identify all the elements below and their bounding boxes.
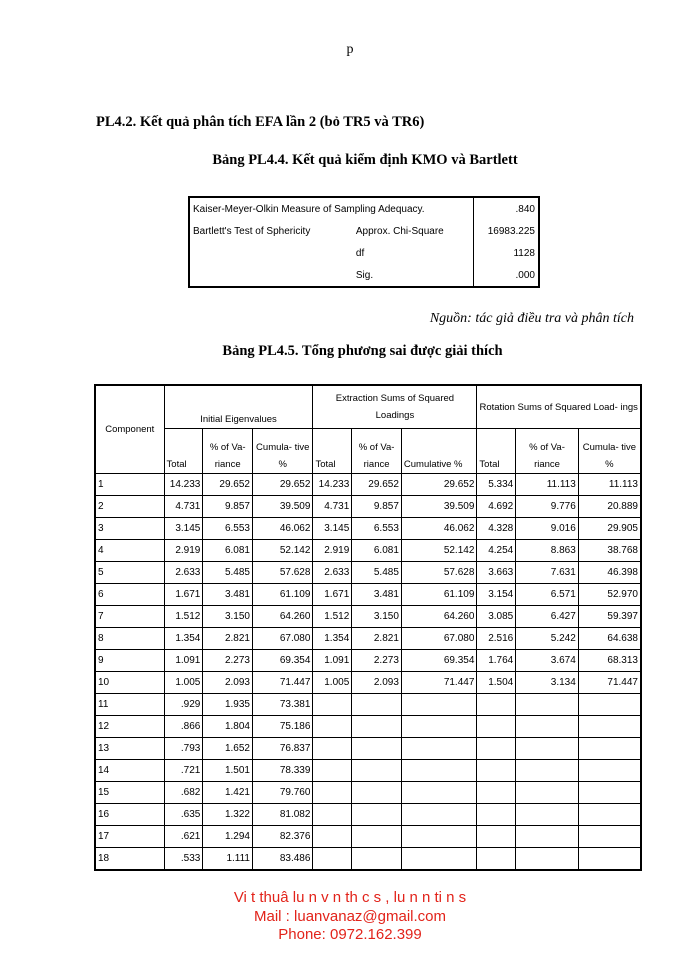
- table-row: [95, 540, 641, 562]
- value-cell: 78.339: [253, 760, 313, 782]
- header-rotation-sums: Rotation Sums of Squared Load- ings: [477, 385, 641, 429]
- value-cell: [477, 782, 516, 804]
- value-cell: [516, 848, 579, 871]
- page-marker: p: [346, 42, 354, 57]
- value-cell: [352, 804, 402, 826]
- value-cell: 59.397: [578, 606, 641, 628]
- header-extraction-sums: Extraction Sums of Squared Loadings: [313, 385, 477, 429]
- component-cell: 15: [95, 782, 164, 804]
- value-cell: 5.485: [203, 562, 253, 584]
- value-cell: [578, 848, 641, 871]
- value-cell: 69.354: [253, 650, 313, 672]
- value-cell: 3.674: [516, 650, 579, 672]
- table-row: [95, 606, 641, 628]
- value-cell: [401, 760, 477, 782]
- value-cell: 68.313: [578, 650, 641, 672]
- value-cell: 6.427: [516, 606, 579, 628]
- table-row: [95, 804, 641, 826]
- value-cell: 29.652: [401, 474, 477, 496]
- value-cell: 1.764: [477, 650, 516, 672]
- value-cell: 3.085: [477, 606, 516, 628]
- value-cell: 76.837: [253, 738, 313, 760]
- value-cell: 4.328: [477, 518, 516, 540]
- component-cell: 8: [95, 628, 164, 650]
- chi-square-value: 16983.225: [474, 220, 539, 242]
- value-cell: [352, 848, 402, 871]
- value-cell: 9.776: [516, 496, 579, 518]
- header-total: Total: [313, 429, 352, 474]
- value-cell: 82.376: [253, 826, 313, 848]
- value-cell: 1.935: [203, 694, 253, 716]
- header-initial-eigenvalues: Initial Eigenvalues: [164, 385, 313, 429]
- value-cell: [401, 694, 477, 716]
- value-cell: [401, 826, 477, 848]
- kmo-label: Kaiser-Meyer-Olkin Measure of Sampling Adequacy.: [193, 203, 425, 215]
- table-row: [95, 496, 641, 518]
- value-cell: 3.481: [352, 584, 402, 606]
- value-cell: 4.254: [477, 540, 516, 562]
- value-cell: 2.821: [352, 628, 402, 650]
- value-cell: 52.970: [578, 584, 641, 606]
- value-cell: 4.731: [313, 496, 352, 518]
- value-cell: 6.553: [203, 518, 253, 540]
- value-cell: 67.080: [401, 628, 477, 650]
- bartlett-label: Bartlett's Test of Sphericity: [193, 225, 311, 237]
- value-cell: 4.731: [164, 496, 203, 518]
- value-cell: 83.486: [253, 848, 313, 871]
- value-cell: [516, 694, 579, 716]
- value-cell: 29.652: [352, 474, 402, 496]
- value-cell: 1.091: [164, 650, 203, 672]
- value-cell: 2.919: [164, 540, 203, 562]
- df-value: 1128: [474, 242, 539, 264]
- component-cell: 14: [95, 760, 164, 782]
- value-cell: .635: [164, 804, 203, 826]
- value-cell: [313, 694, 352, 716]
- value-cell: 1.005: [313, 672, 352, 694]
- value-cell: 64.260: [401, 606, 477, 628]
- value-cell: 20.889: [578, 496, 641, 518]
- table-row: [95, 650, 641, 672]
- value-cell: 6.553: [352, 518, 402, 540]
- value-cell: 3.663: [477, 562, 516, 584]
- table-row: [95, 716, 641, 738]
- value-cell: 11.113: [578, 474, 641, 496]
- sig-label: Sig.: [355, 269, 374, 281]
- value-cell: [578, 694, 641, 716]
- header-pct-variance: % of Va- riance: [203, 429, 253, 474]
- component-cell: 7: [95, 606, 164, 628]
- value-cell: [477, 848, 516, 871]
- source-note: Nguồn: tác giả điều tra và phân tích: [429, 311, 634, 326]
- value-cell: [477, 804, 516, 826]
- kmo-value: .840: [474, 197, 539, 220]
- footer-phone: Phone: 0972.162.399: [278, 926, 422, 943]
- value-cell: .866: [164, 716, 203, 738]
- value-cell: [313, 804, 352, 826]
- value-cell: [313, 760, 352, 782]
- value-cell: 29.652: [253, 474, 313, 496]
- value-cell: 46.062: [401, 518, 477, 540]
- table-row: [95, 694, 641, 716]
- value-cell: 39.509: [253, 496, 313, 518]
- value-cell: .621: [164, 826, 203, 848]
- value-cell: 2.919: [313, 540, 352, 562]
- value-cell: 46.062: [253, 518, 313, 540]
- value-cell: [477, 716, 516, 738]
- footer-email: Mail : luanvanaz@gmail.com: [254, 908, 446, 925]
- value-cell: 3.150: [352, 606, 402, 628]
- value-cell: [401, 716, 477, 738]
- value-cell: [516, 760, 579, 782]
- value-cell: 2.093: [203, 672, 253, 694]
- value-cell: [578, 804, 641, 826]
- value-cell: .682: [164, 782, 203, 804]
- value-cell: [516, 826, 579, 848]
- df-label: df: [355, 247, 365, 259]
- component-cell: 6: [95, 584, 164, 606]
- value-cell: 4.692: [477, 496, 516, 518]
- value-cell: 79.760: [253, 782, 313, 804]
- value-cell: 1.652: [203, 738, 253, 760]
- value-cell: [477, 760, 516, 782]
- value-cell: 1.504: [477, 672, 516, 694]
- value-cell: 1.354: [313, 628, 352, 650]
- footer-line-1: Vi t thuâ lu n v n th c s , lu n n ti n s: [233, 889, 467, 906]
- value-cell: 9.857: [203, 496, 253, 518]
- value-cell: 81.082: [253, 804, 313, 826]
- component-cell: 4: [95, 540, 164, 562]
- table-row: [189, 264, 539, 287]
- value-cell: 1.512: [313, 606, 352, 628]
- value-cell: 2.516: [477, 628, 516, 650]
- total-variance-table: [94, 384, 642, 871]
- value-cell: 8.863: [516, 540, 579, 562]
- value-cell: 46.398: [578, 562, 641, 584]
- value-cell: [313, 826, 352, 848]
- header-cumulative: Cumulative %: [401, 429, 477, 474]
- section-title: PL4.2. Kết quả phân tích EFA lần 2 (bỏ TR5 và TR6): [96, 114, 425, 130]
- value-cell: 14.233: [313, 474, 352, 496]
- value-cell: 14.233: [164, 474, 203, 496]
- component-cell: 1: [95, 474, 164, 496]
- value-cell: [578, 782, 641, 804]
- header-cumulative: Cumula- tive %: [253, 429, 313, 474]
- value-cell: 3.145: [164, 518, 203, 540]
- header-total: Total: [164, 429, 203, 474]
- value-cell: 7.631: [516, 562, 579, 584]
- value-cell: 1.671: [164, 584, 203, 606]
- table-row: [95, 826, 641, 848]
- value-cell: [352, 738, 402, 760]
- value-cell: [352, 826, 402, 848]
- table-row: [95, 848, 641, 871]
- value-cell: [477, 738, 516, 760]
- table-row: [95, 782, 641, 804]
- value-cell: 1.091: [313, 650, 352, 672]
- value-cell: 1.421: [203, 782, 253, 804]
- value-cell: 5.242: [516, 628, 579, 650]
- value-cell: [578, 716, 641, 738]
- value-cell: 6.081: [203, 540, 253, 562]
- component-cell: 3: [95, 518, 164, 540]
- value-cell: [516, 782, 579, 804]
- value-cell: 64.260: [253, 606, 313, 628]
- value-cell: [578, 738, 641, 760]
- value-cell: .721: [164, 760, 203, 782]
- value-cell: 2.821: [203, 628, 253, 650]
- value-cell: 3.134: [516, 672, 579, 694]
- value-cell: 64.638: [578, 628, 641, 650]
- value-cell: [313, 716, 352, 738]
- component-cell: 17: [95, 826, 164, 848]
- value-cell: 2.633: [313, 562, 352, 584]
- value-cell: 3.150: [203, 606, 253, 628]
- value-cell: 69.354: [401, 650, 477, 672]
- component-cell: 2: [95, 496, 164, 518]
- header-row-groups: [95, 385, 641, 429]
- value-cell: [313, 738, 352, 760]
- value-cell: 2.273: [352, 650, 402, 672]
- component-cell: 5: [95, 562, 164, 584]
- value-cell: 1.804: [203, 716, 253, 738]
- table-row: [95, 474, 641, 496]
- header-cumulative: Cumula- tive %: [578, 429, 641, 474]
- value-cell: 1.005: [164, 672, 203, 694]
- component-cell: 18: [95, 848, 164, 871]
- value-cell: 9.016: [516, 518, 579, 540]
- value-cell: 71.447: [401, 672, 477, 694]
- value-cell: [313, 782, 352, 804]
- value-cell: [401, 804, 477, 826]
- header-pct-variance: % of Va- riance: [352, 429, 402, 474]
- value-cell: 57.628: [401, 562, 477, 584]
- component-cell: 16: [95, 804, 164, 826]
- value-cell: [516, 804, 579, 826]
- sig-value: .000: [474, 264, 539, 287]
- value-cell: .533: [164, 848, 203, 871]
- value-cell: 1.111: [203, 848, 253, 871]
- value-cell: 1.354: [164, 628, 203, 650]
- value-cell: [352, 694, 402, 716]
- component-cell: 13: [95, 738, 164, 760]
- kmo-table-caption: Bảng PL4.4. Kết quả kiểm định KMO và Bartlett: [212, 152, 518, 168]
- value-cell: 73.381: [253, 694, 313, 716]
- value-cell: 1.322: [203, 804, 253, 826]
- value-cell: 3.481: [203, 584, 253, 606]
- value-cell: 57.628: [253, 562, 313, 584]
- component-cell: 10: [95, 672, 164, 694]
- value-cell: 1.512: [164, 606, 203, 628]
- table-row: [189, 197, 539, 220]
- value-cell: 11.113: [516, 474, 579, 496]
- value-cell: [516, 738, 579, 760]
- table-row: [189, 242, 539, 264]
- table-row: [189, 220, 539, 242]
- value-cell: [401, 738, 477, 760]
- value-cell: 3.145: [313, 518, 352, 540]
- value-cell: 9.857: [352, 496, 402, 518]
- value-cell: [578, 826, 641, 848]
- value-cell: 71.447: [253, 672, 313, 694]
- value-cell: 71.447: [578, 672, 641, 694]
- value-cell: 6.571: [516, 584, 579, 606]
- value-cell: 5.334: [477, 474, 516, 496]
- component-cell: 12: [95, 716, 164, 738]
- value-cell: 5.485: [352, 562, 402, 584]
- header-total: Total: [477, 429, 516, 474]
- value-cell: [352, 760, 402, 782]
- component-cell: 9: [95, 650, 164, 672]
- value-cell: 1.501: [203, 760, 253, 782]
- chi-square-label: Approx. Chi-Square: [355, 225, 444, 237]
- kmo-bartlett-table: [188, 196, 540, 288]
- value-cell: 2.093: [352, 672, 402, 694]
- header-pct-variance: % of Va- riance: [516, 429, 579, 474]
- value-cell: [401, 782, 477, 804]
- table-row: [95, 518, 641, 540]
- value-cell: .929: [164, 694, 203, 716]
- table-row: [95, 562, 641, 584]
- value-cell: 38.768: [578, 540, 641, 562]
- table-row: [95, 672, 641, 694]
- value-cell: 1.671: [313, 584, 352, 606]
- value-cell: [352, 716, 402, 738]
- header-row-columns: [95, 429, 641, 474]
- value-cell: 75.186: [253, 716, 313, 738]
- value-cell: 29.905: [578, 518, 641, 540]
- value-cell: .793: [164, 738, 203, 760]
- value-cell: 61.109: [401, 584, 477, 606]
- value-cell: 29.652: [203, 474, 253, 496]
- value-cell: 6.081: [352, 540, 402, 562]
- value-cell: 61.109: [253, 584, 313, 606]
- value-cell: 39.509: [401, 496, 477, 518]
- table-row: [95, 738, 641, 760]
- value-cell: [401, 848, 477, 871]
- value-cell: 52.142: [253, 540, 313, 562]
- value-cell: 2.633: [164, 562, 203, 584]
- value-cell: 52.142: [401, 540, 477, 562]
- table-row: [95, 584, 641, 606]
- header-component: Component: [95, 385, 164, 474]
- value-cell: 2.273: [203, 650, 253, 672]
- variance-table-caption: Bảng PL4.5. Tổng phương sai được giải thích: [222, 343, 503, 359]
- value-cell: [477, 694, 516, 716]
- table-row: [95, 760, 641, 782]
- value-cell: [578, 760, 641, 782]
- value-cell: 3.154: [477, 584, 516, 606]
- value-cell: [313, 848, 352, 871]
- value-cell: 67.080: [253, 628, 313, 650]
- value-cell: [352, 782, 402, 804]
- value-cell: 1.294: [203, 826, 253, 848]
- table-row: [95, 628, 641, 650]
- value-cell: [516, 716, 579, 738]
- variance-table-body: [95, 474, 641, 871]
- component-cell: 11: [95, 694, 164, 716]
- value-cell: [477, 826, 516, 848]
